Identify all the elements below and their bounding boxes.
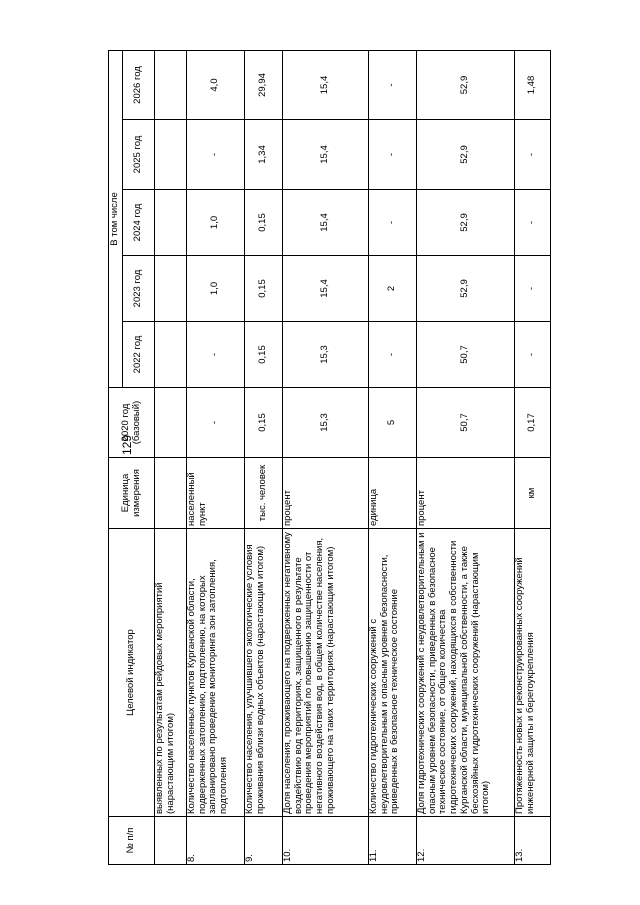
value-2022: 50,7	[417, 322, 515, 388]
value-2026: -	[369, 51, 417, 120]
value-2025: 52,9	[417, 120, 515, 190]
header-base-year: 2020 год (базовый)	[109, 388, 155, 458]
table-row	[283, 51, 369, 865]
value-2022: -	[515, 322, 551, 388]
unit-cell	[155, 458, 187, 529]
value-2023: 52,9	[417, 256, 515, 322]
header-year-2023: 2023 год	[123, 256, 155, 322]
indicator-text: Количество населения, улучшившего экологические условия проживания вблизи водных объектов (нарастающим итогом)	[245, 529, 283, 817]
base-value: -	[187, 388, 245, 458]
value-2024: -	[369, 190, 417, 256]
table-row	[417, 51, 515, 865]
base-value: 0,15	[245, 388, 283, 458]
value-2022: 0,15	[245, 322, 283, 388]
value-2025: -	[515, 120, 551, 190]
value-2024: 0,15	[245, 190, 283, 256]
unit-cell: единица	[369, 458, 417, 529]
table-row	[155, 51, 187, 865]
value-2023: 0,15	[245, 256, 283, 322]
value-2024: 52,9	[417, 190, 515, 256]
value-2023	[155, 256, 187, 322]
indicator-text: Количество гидротехнических сооружений с неудовлетворительным и опасным уровнем безопасности, приведенных в безопасное техническое состояние	[369, 529, 417, 817]
value-2022: -	[187, 322, 245, 388]
value-2022: 15,3	[283, 322, 369, 388]
header-year-2024: 2024 год	[123, 190, 155, 256]
header-year-2025: 2025 год	[123, 120, 155, 190]
header-year-2022: 2022 год	[123, 322, 155, 388]
value-2025: -	[187, 120, 245, 190]
value-2023: 15,4	[283, 256, 369, 322]
value-2024: 1,0	[187, 190, 245, 256]
table-row	[187, 51, 245, 865]
value-2026: 4,0	[187, 51, 245, 120]
row-number: 9.	[245, 817, 283, 865]
table-row	[245, 51, 283, 865]
value-2026: 52,9	[417, 51, 515, 120]
base-value: 15,3	[283, 388, 369, 458]
value-2024	[155, 190, 187, 256]
value-2025	[155, 120, 187, 190]
value-2025: -	[369, 120, 417, 190]
value-2026: 29,94	[245, 51, 283, 120]
indicator-text: Количество населенных пунктов Курганской области, подверженных затоплению, подтоплению, на которых запланировано проведение мониторинга зон затопления, подтопления	[187, 529, 245, 817]
page-number: 129	[120, 434, 134, 456]
header-unit: Единица измерения	[109, 458, 155, 529]
row-number: 11.	[369, 817, 417, 865]
value-2022: -	[369, 322, 417, 388]
row-number: 12.	[417, 817, 515, 865]
value-2024: 15,4	[283, 190, 369, 256]
value-2023: 1,0	[187, 256, 245, 322]
value-2025: 15,4	[283, 120, 369, 190]
indicator-text: Доля гидротехнических сооружений с неудовлетворительным и опасным уровнем безопасности, приведенных в безопасное техническое состояние, от общего количества гидротехнических сооружений, находящихся в собственности Курганской области, муниципальной собственности, а также бесхозяйных гидротехнических сооружений (нарастающим итогом)	[417, 529, 515, 817]
table-row	[515, 51, 551, 865]
unit-cell: процент	[417, 458, 515, 529]
table-row	[369, 51, 417, 865]
header-indicator: Целевой индикатор	[109, 529, 155, 817]
base-value: 0,17	[515, 388, 551, 458]
value-2022	[155, 322, 187, 388]
row-number: 13.	[515, 817, 551, 865]
base-value	[155, 388, 187, 458]
value-2023: 2	[369, 256, 417, 322]
indicator-text: Доля населения, проживающего на подверженных негативному воздействию вод территориях, защищенного в результате проведения мероприятий по повышению защищенности от негативного воздействия вод, в общем количестве населения, проживающего на таких территориях (нарастающим итогом)	[283, 529, 369, 817]
value-2026: 1,48	[515, 51, 551, 120]
header-num: № п/п	[109, 817, 155, 865]
indicators-table	[108, 50, 551, 865]
unit-cell: км	[515, 458, 551, 529]
row-number: 8.	[187, 817, 245, 865]
unit-cell: населенный пункт	[187, 458, 245, 529]
unit-cell: процент	[283, 458, 369, 529]
header-including: В том числе	[109, 51, 123, 388]
row-number	[155, 817, 187, 865]
value-2026: 15,4	[283, 51, 369, 120]
base-value: 5	[369, 388, 417, 458]
value-2026	[155, 51, 187, 120]
indicator-text: выявленных по результатам рейдовых мероприятий (нарастающим итогом)	[155, 529, 187, 817]
value-2024: -	[515, 190, 551, 256]
rotated-page-content	[108, 51, 542, 865]
indicator-text: Протяженность новых и реконструированных сооружений инженерной защиты и берегоукрепления	[515, 529, 551, 817]
base-value: 50,7	[417, 388, 515, 458]
header-year-2026: 2026 год	[123, 51, 155, 120]
unit-cell: тыс. человек	[245, 458, 283, 529]
value-2023: -	[515, 256, 551, 322]
row-number: 10.	[283, 817, 369, 865]
value-2025: 1,34	[245, 120, 283, 190]
